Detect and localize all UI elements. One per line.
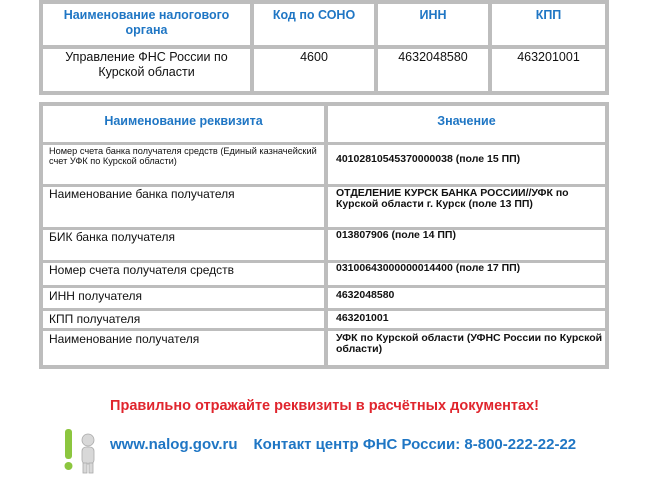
row-value-bank-name: ОТДЕЛЕНИЕ КУРСК БАНКА РОССИИ//УФК по Курской области г. Курск (поле 13 ПП) [328,187,605,227]
row-value-recipient-inn: 4632048580 [328,288,605,308]
header-tax-authority-name: Наименование налогового органа [43,4,250,45]
header-sono-code: Код по СОНО [254,4,374,45]
info-person-icon [63,428,101,474]
contact-center: Контакт центр ФНС России: 8-800-222-22-22 [253,436,577,453]
footer [110,436,576,453]
sono-code: 4600 [254,49,374,91]
row-label-recipient-inn: ИНН получателя [43,288,324,308]
row-value-recipient-account: 03100643000000014400 (поле 17 ПП) [328,263,605,285]
row-label-recipient-account: Номер счета получателя средств [43,263,324,285]
header-requisite-name: Наименование реквизита [43,106,324,142]
requisites-table [39,102,609,369]
row-label-recipient-name: Наименование получателя [43,331,324,365]
warning-message: Правильно отражайте реквизиты в расчётных документах! [110,398,539,414]
row-value-recipient-name: УФК по Курской области (УФНС России по Курской области) [328,331,605,365]
row-label-bik: БИК банка получателя [43,230,324,260]
website-link[interactable]: www.nalog.gov.ru [110,436,238,453]
inn-value: 4632048580 [378,49,488,91]
tax-authority-name: Управление ФНС России по Курской области [43,49,250,91]
header-value: Значение [328,106,605,142]
row-value-recipient-kpp: 463201001 [328,311,605,328]
tax-authority-table [39,0,609,95]
kpp-value: 463201001 [492,49,605,91]
row-value-bik: 013807906 (поле 14 ПП) [328,230,605,260]
row-label-treasury-account: Номер счета банка получателя средств (Единый казначейский счет УФК по Курской области) [43,145,324,184]
row-value-treasury-account: 40102810545370000038 (поле 15 ПП) [328,145,605,184]
row-label-bank-name: Наименование банка получателя [43,187,324,227]
row-label-recipient-kpp: КПП получателя [43,311,324,328]
header-kpp: КПП [492,4,605,45]
header-inn: ИНН [378,4,488,45]
